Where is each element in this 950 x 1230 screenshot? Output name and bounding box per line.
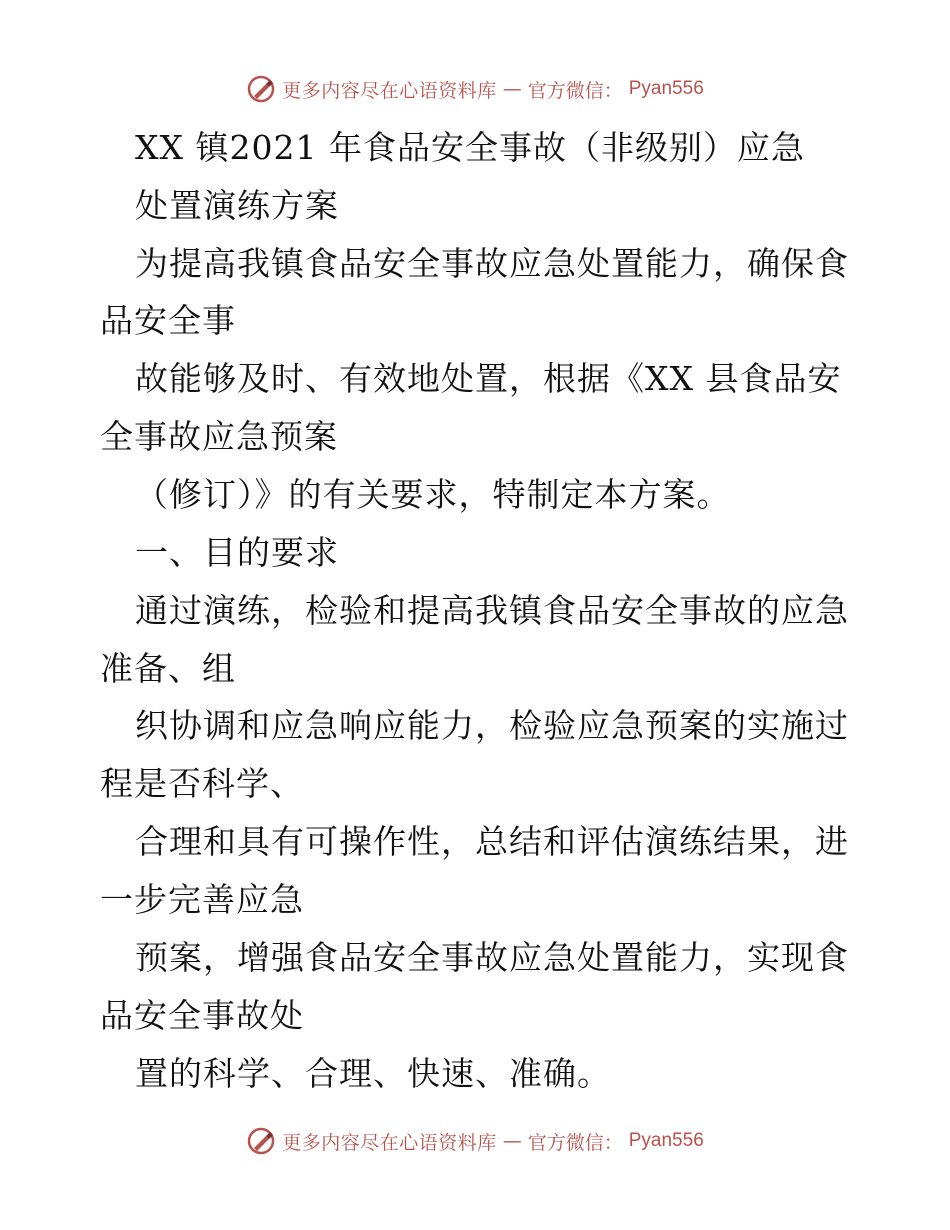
pen-logo-icon bbox=[246, 74, 276, 104]
watermark-id: Pyan556 bbox=[628, 1130, 704, 1151]
watermark-id: Pyan556 bbox=[628, 78, 704, 99]
paragraph-line: 合理和具有可操作性，总结和评估演练结果，进 bbox=[135, 822, 849, 861]
doc-title-line-2: 处置演练方案 bbox=[135, 186, 339, 225]
paragraph-line: （修订）》的有关要求，特制定本方案。 bbox=[135, 475, 731, 514]
paragraph-line: 品安全事 bbox=[100, 301, 236, 340]
watermark-text: 更多内容尽在心语资料库 bbox=[282, 1131, 497, 1154]
paragraph-line: 置的科学、合理、快速、准确。 bbox=[135, 1054, 611, 1093]
paragraph-line: 程是否科学、 bbox=[100, 764, 304, 803]
paragraph-line: 品安全事故处 bbox=[100, 996, 304, 1035]
paragraph-line: 预案，增强食品安全事故应急处置能力，实现食 bbox=[135, 938, 849, 977]
watermark-label: 官方微信： bbox=[527, 79, 623, 102]
pen-logo-icon bbox=[246, 1126, 276, 1156]
paragraph-line: 织协调和应急响应能力，检验应急预案的实施过 bbox=[135, 706, 849, 745]
section-heading: 一、目的要求 bbox=[135, 533, 339, 572]
footer-watermark bbox=[0, 1126, 950, 1156]
paragraph-line: 为提高我镇食品安全事故应急处置能力，确保食 bbox=[135, 244, 849, 283]
paragraph-line: 故能够及时、有效地处置，根据《XX 县食品安 bbox=[135, 359, 842, 398]
paragraph-line: 一步完善应急 bbox=[100, 880, 304, 919]
paragraph-line: 准备、组 bbox=[100, 649, 236, 688]
doc-title-line-1: XX 镇2021 年食品安全事故（非级别）应急 bbox=[135, 128, 805, 167]
paragraph-line: 通过演练，检验和提高我镇食品安全事故的应急 bbox=[135, 591, 849, 630]
watermark-separator: — bbox=[502, 78, 522, 100]
header-watermark bbox=[0, 74, 950, 104]
watermark-separator: — bbox=[502, 1130, 522, 1152]
watermark-text: 更多内容尽在心语资料库 bbox=[282, 79, 497, 102]
watermark-label: 官方微信： bbox=[527, 1131, 623, 1154]
paragraph-line: 全事故应急预案 bbox=[100, 417, 338, 456]
